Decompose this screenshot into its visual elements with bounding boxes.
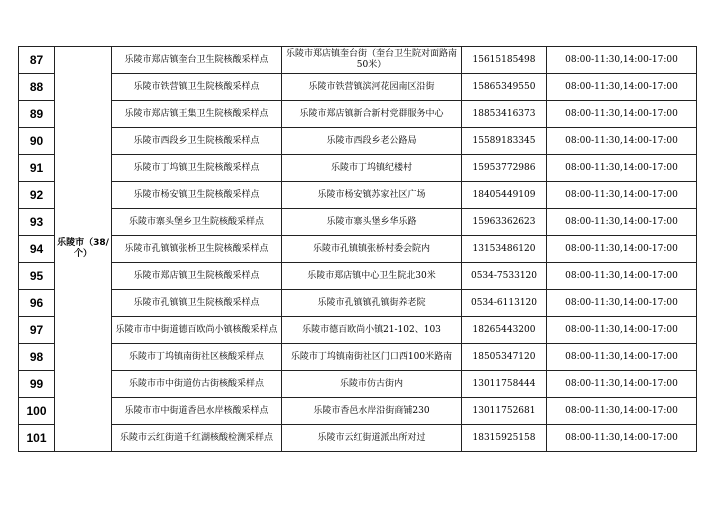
table-row bbox=[19, 209, 697, 236]
table-row bbox=[19, 371, 697, 398]
site-phone-cell: 18265443200 bbox=[462, 317, 547, 344]
row-number: 88 bbox=[19, 74, 55, 101]
site-address-cell: 乐陵市寨头堡乡华乐路 bbox=[282, 209, 462, 236]
row-number: 92 bbox=[19, 182, 55, 209]
site-name-cell: 乐陵市市中街道仿古街核酸采样点 bbox=[112, 371, 282, 398]
site-hours-cell: 08:00-11:30,14:00-17:00 bbox=[547, 155, 697, 182]
row-number: 97 bbox=[19, 317, 55, 344]
site-phone-cell: 13011758444 bbox=[462, 371, 547, 398]
site-name-cell: 乐陵市郑店镇奎台卫生院核酸采样点 bbox=[112, 47, 282, 74]
site-name-cell: 乐陵市云红街道千红湖核酸检测采样点 bbox=[112, 425, 282, 452]
site-hours-cell: 08:00-11:30,14:00-17:00 bbox=[547, 290, 697, 317]
site-address-cell: 乐陵市郑店镇中心卫生院北30米 bbox=[282, 263, 462, 290]
site-hours-cell: 08:00-11:30,14:00-17:00 bbox=[547, 344, 697, 371]
row-number: 95 bbox=[19, 263, 55, 290]
site-hours-cell: 08:00-11:30,14:00-17:00 bbox=[547, 74, 697, 101]
table-body bbox=[19, 47, 697, 452]
site-name-cell: 乐陵市寨头堡乡卫生院核酸采样点 bbox=[112, 209, 282, 236]
site-phone-cell: 18505347120 bbox=[462, 344, 547, 371]
row-number: 101 bbox=[19, 425, 55, 452]
site-hours-cell: 08:00-11:30,14:00-17:00 bbox=[547, 398, 697, 425]
site-hours-cell: 08:00-11:30,14:00-17:00 bbox=[547, 101, 697, 128]
site-name-cell: 乐陵市市中街道德百欧尚小镇核酸采样点 bbox=[112, 317, 282, 344]
site-hours-cell: 08:00-11:30,14:00-17:00 bbox=[547, 128, 697, 155]
table-row bbox=[19, 290, 697, 317]
site-name-cell: 乐陵市郑店镇卫生院核酸采样点 bbox=[112, 263, 282, 290]
table-row bbox=[19, 344, 697, 371]
site-address-cell: 乐陵市西段乡老公路局 bbox=[282, 128, 462, 155]
row-number: 99 bbox=[19, 371, 55, 398]
site-phone-cell: 15589183345 bbox=[462, 128, 547, 155]
site-phone-cell: 15953772986 bbox=[462, 155, 547, 182]
site-address-cell: 乐陵市郑店镇奎台街（奎台卫生院对面路南50米） bbox=[282, 47, 462, 74]
site-phone-cell: 13011752681 bbox=[462, 398, 547, 425]
site-address-cell: 乐陵市仿古街内 bbox=[282, 371, 462, 398]
site-address-cell: 乐陵市丁坞镇南街社区门口西100米路南 bbox=[282, 344, 462, 371]
site-hours-cell: 08:00-11:30,14:00-17:00 bbox=[547, 263, 697, 290]
table-row bbox=[19, 425, 697, 452]
site-hours-cell: 08:00-11:30,14:00-17:00 bbox=[547, 236, 697, 263]
site-address-cell: 乐陵市云红街道派出所对过 bbox=[282, 425, 462, 452]
site-phone-cell: 0534-6113120 bbox=[462, 290, 547, 317]
site-name-cell: 乐陵市郑店镇王集卫生院核酸采样点 bbox=[112, 101, 282, 128]
site-hours-cell: 08:00-11:30,14:00-17:00 bbox=[547, 317, 697, 344]
row-number: 91 bbox=[19, 155, 55, 182]
table-row bbox=[19, 101, 697, 128]
site-phone-cell: 18315925158 bbox=[462, 425, 547, 452]
table-row bbox=[19, 155, 697, 182]
table-row bbox=[19, 398, 697, 425]
site-address-cell: 乐陵市郑店镇新合新村党群服务中心 bbox=[282, 101, 462, 128]
site-hours-cell: 08:00-11:30,14:00-17:00 bbox=[547, 371, 697, 398]
site-name-cell: 乐陵市西段乡卫生院核酸采样点 bbox=[112, 128, 282, 155]
sampling-sites-table bbox=[18, 46, 697, 452]
site-hours-cell: 08:00-11:30,14:00-17:00 bbox=[547, 182, 697, 209]
table-row bbox=[19, 182, 697, 209]
site-name-cell: 乐陵市市中街道香邑水岸核酸采样点 bbox=[112, 398, 282, 425]
site-name-cell: 乐陵市杨安镇卫生院核酸采样点 bbox=[112, 182, 282, 209]
site-hours-cell: 08:00-11:30,14:00-17:00 bbox=[547, 47, 697, 74]
site-name-cell: 乐陵市丁坞镇南街社区核酸采样点 bbox=[112, 344, 282, 371]
site-address-cell: 乐陵市德百欧尚小镇21-102、103 bbox=[282, 317, 462, 344]
table-row bbox=[19, 47, 697, 74]
site-address-cell: 乐陵市香邑水岸沿街商铺230 bbox=[282, 398, 462, 425]
row-number: 87 bbox=[19, 47, 55, 74]
row-number: 93 bbox=[19, 209, 55, 236]
table-row bbox=[19, 317, 697, 344]
site-address-cell: 乐陵市丁坞镇纪楼村 bbox=[282, 155, 462, 182]
row-number: 98 bbox=[19, 344, 55, 371]
site-phone-cell: 15615185498 bbox=[462, 47, 547, 74]
site-address-cell: 乐陵市杨安镇苏家社区广场 bbox=[282, 182, 462, 209]
site-name-cell: 乐陵市孔镇镇卫生院核酸采样点 bbox=[112, 290, 282, 317]
site-address-cell: 乐陵市孔镇镇孔镇街养老院 bbox=[282, 290, 462, 317]
table-row bbox=[19, 128, 697, 155]
row-number: 90 bbox=[19, 128, 55, 155]
site-phone-cell: 13153486120 bbox=[462, 236, 547, 263]
row-number: 100 bbox=[19, 398, 55, 425]
row-number: 96 bbox=[19, 290, 55, 317]
table-row bbox=[19, 263, 697, 290]
site-address-cell: 乐陵市孔镇镇张桥村委会院内 bbox=[282, 236, 462, 263]
site-name-cell: 乐陵市丁坞镇卫生院核酸采样点 bbox=[112, 155, 282, 182]
city-group-cell: 乐陵市（38/个） bbox=[55, 47, 112, 452]
site-phone-cell: 18853416373 bbox=[462, 101, 547, 128]
site-phone-cell: 15865349550 bbox=[462, 74, 547, 101]
site-phone-cell: 0534-7533120 bbox=[462, 263, 547, 290]
table-row bbox=[19, 236, 697, 263]
table-row bbox=[19, 74, 697, 101]
site-hours-cell: 08:00-11:30,14:00-17:00 bbox=[547, 209, 697, 236]
site-phone-cell: 18405449109 bbox=[462, 182, 547, 209]
row-number: 94 bbox=[19, 236, 55, 263]
site-name-cell: 乐陵市铁营镇卫生院核酸采样点 bbox=[112, 74, 282, 101]
site-phone-cell: 15963362623 bbox=[462, 209, 547, 236]
row-number: 89 bbox=[19, 101, 55, 128]
site-hours-cell: 08:00-11:30,14:00-17:00 bbox=[547, 425, 697, 452]
site-name-cell: 乐陵市孔镇镇张桥卫生院核酸采样点 bbox=[112, 236, 282, 263]
site-address-cell: 乐陵市铁营镇滨河花园南区沿街 bbox=[282, 74, 462, 101]
